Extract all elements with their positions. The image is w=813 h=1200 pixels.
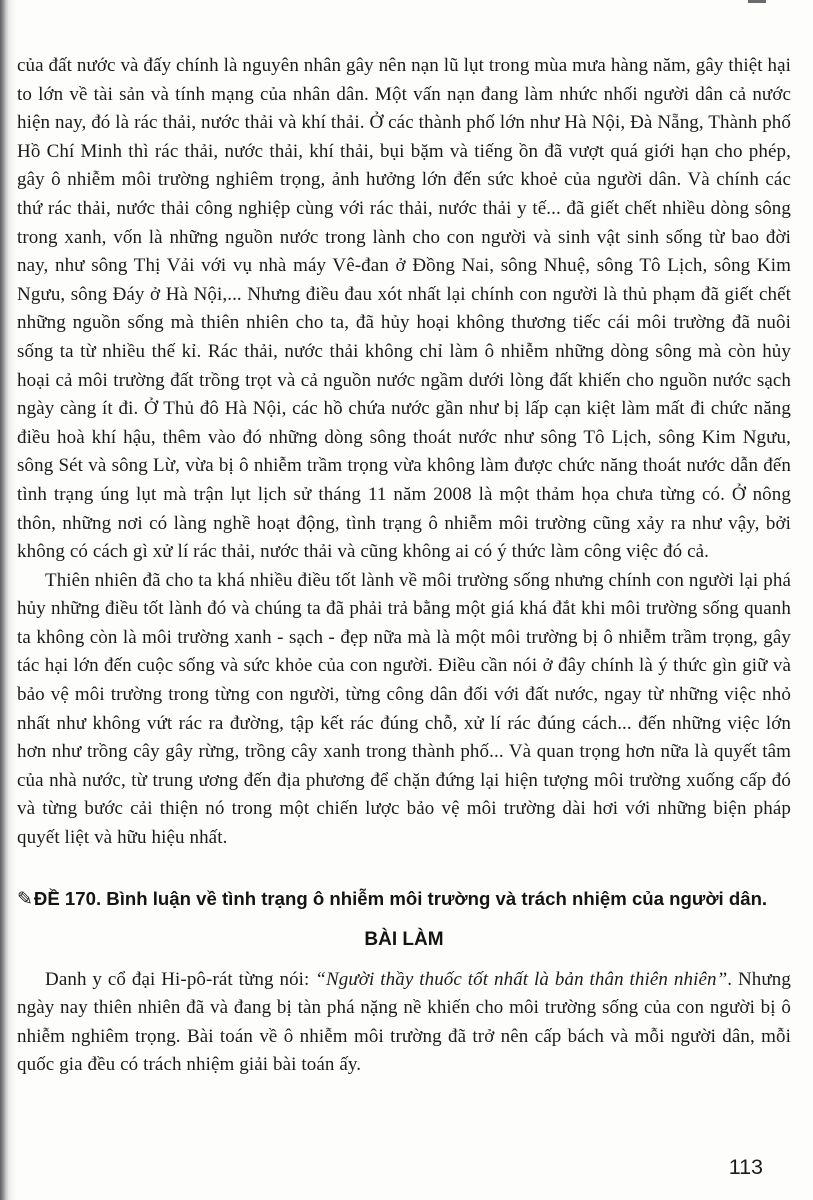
page-content bbox=[17, 52, 791, 1080]
paragraph-3-rest: . Nhưng ngày nay thiên nhiên đã và đang bị tàn phá nặng nề khiến cho môi trường sống của con người bị ô nhiễm nghiêm trọng. Bài toán về ô nhiễm môi trường đã trở nên cấp bách và mỗi người dân, mỗi quốc gia đều có trách nhiệm giải bài toán ấy. bbox=[17, 968, 791, 1076]
page-number: 113 bbox=[728, 1155, 763, 1179]
scan-edge-shadow bbox=[0, 0, 16, 1200]
paragraph-3-quote: “Người thầy thuốc tốt nhất là bản thân thiên nhiên” bbox=[315, 968, 728, 990]
body-paragraph-2: Thiên nhiên đã cho ta khá nhiều điều tốt lành về môi trường sống nhưng chính con người lại phá hủy những điều tốt lành đó và chúng ta đã phải trả bằng một giá khá đắt khi môi trường sống quanh ta không còn là môi trường xanh - sạch - đẹp nữa mà là một môi trường bị ô nhiễm trầm trọng, gây tác hại lớn đến cuộc sống và sức khỏe của con người. Điều cần nói ở đây chính là ý thức gìn giữ và bảo vệ môi trường trong từng con người, từng công dân đối với đất nước, ngay từ những việc nhỏ nhất như không vứt rác ra đường, tập kết rác đúng chỗ, xử lí rác đúng cách... đến những việc lớn hơn như trồng cây gây rừng, trồng cây xanh trong thành phố... Và quan trọng hơn nữa là quyết tâm của nhà nước, từ trung ương đến địa phương để chặn đứng lại hiện tượng môi trường xuống cấp đó và từng bước cải thiện nó trong một chiến lược bảo vệ môi trường dài hơi với những biện pháp quyết liệt và hữu hiệu nhất. bbox=[17, 569, 791, 849]
paragraph-3-lead: Danh y cổ đại Hi-pô-rát từng nói: bbox=[45, 968, 316, 990]
body-paragraph-3 bbox=[17, 966, 791, 1080]
body-paragraph-continuation: của đất nước và đấy chính là nguyên nhân gây nên nạn lũ lụt trong mùa mưa hàng năm, gây thiệt hại to lớn về tài sản và tính mạng của nhân dân. Một vấn nạn đang làm nhức nhối người dân cả nước hiện nay, đó là rác thải, nước thải và khí thải. Ở các thành phố lớn như Hà Nội, Đà Nẵng, Thành phố Hồ Chí Minh thì rác thải, nước thải, khí thải, bụi bặm và tiếng ồn đã vượt quá giới hạn cho phép, gây ô nhiễm môi trường nghiêm trọng, ảnh hưởng lớn đến sức khoẻ của người dân. Và chính các thứ rác thải, nước thải công nghiệp cùng với rác thải, nước thải y tế... đã giết chết nhiều dòng sông trong xanh, vốn là những nguồn nước trong lành cho con người và sinh vật sinh sống từ bao đời nay, như sông Thị Vải với vụ nhà máy Vê-đan ở Đồng Nai, sông Nhuệ, sông Tô Lịch, sông Kim Ngưu, sông Đáy ở Hà Nội,... Nhưng điều đau xót nhất lại chính con người là thủ phạm đã giết chết những nguồn sống mà thiên nhiên cho ta, đã hủy hoại không thương tiếc cái môi trường đã nuôi sống ta từ nhiều thế kỉ. Rác thải, nước thải không chỉ làm ô nhiễm những dòng sông mà còn hủy hoại cả môi trường đất trồng trọt và cả nguồn nước ngầm dưới lòng đất khiến cho nguồn nước sạch ngày càng ít đi. Ở Thủ đô Hà Nội, các hồ chứa nước gần như bị lấp cạn kiệt làm mất đi chức năng điều hoà khí hậu, thêm vào đó những dòng sông thoát nước như sông Tô Lịch, sông Kim Ngưu, sông Sét và sông Lừ, vừa bị ô nhiễm trầm trọng vừa không làm được chức năng thoát nước dẫn đến tình trạng úng lụt mà trận lụt lịch sử tháng 11 năm 2008 là một thảm họa chưa từng có. Ở nông thôn, những nơi có làng nghề hoạt động, tình trạng ô nhiễm môi trường cũng xảy ra như vậy, bởi không có cách gì xử lí rác thải, nước thải và cũng không ai có ý thức làm công việc đó cả. bbox=[17, 55, 791, 563]
topic-title: Bình luận về tình trạng ô nhiễm môi trường và trách nhiệm của người dân. bbox=[101, 887, 768, 909]
essay-topic-heading bbox=[17, 886, 791, 912]
topic-number-label: ĐỀ 170. bbox=[33, 887, 102, 909]
essay-answer-subheading: BÀI LÀM bbox=[364, 928, 444, 950]
pencil-icon: ✎ bbox=[17, 887, 33, 910]
scan-artifact-tick bbox=[748, 0, 766, 3]
